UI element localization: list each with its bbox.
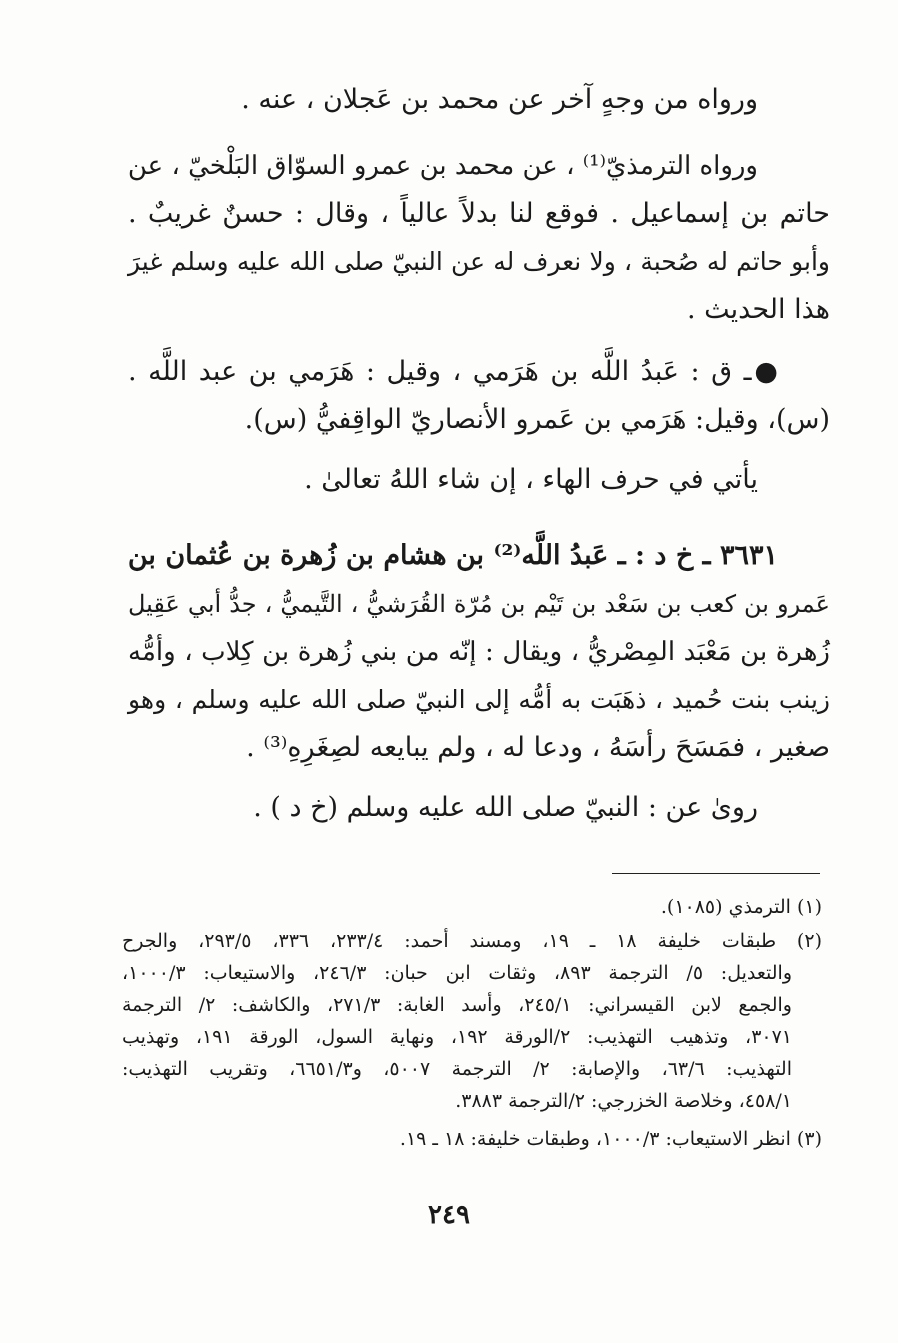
body-line: (س)، وقيل: هَرَمي بن عَمرو الأنصاريّ الواقِفيُّ (س). <box>244 404 830 435</box>
body-line: روىٰ عن : النبيّ صلى الله عليه وسلم (خ د ) . <box>253 792 758 823</box>
footnote-2-cont: ٤٥٨/١، وخلاصة الخزرجي: ٢/الترجمة ٣٨٨٣. <box>455 1090 792 1112</box>
footnote-separator <box>612 873 820 874</box>
body-line: زُهرة بن مَعْبَد المِصْريُّ ، ويقال : إنّه من بني زُهرة بن كِلاب ، وأمُّه <box>128 637 830 667</box>
footnote-2: (٢) طبقات خليفة ١٨ ـ ١٩، ومسند أحمد: ٢٣٣/٤، ٣٣٦، ٢٩٣/٥، والجرح <box>122 930 822 952</box>
body-line: هذا الحديث . <box>686 294 830 325</box>
body-line: وأبو حاتم له صُحبة ، ولا نعرف له عن النبيّ صلى الله عليه وسلم غيرَ <box>128 247 830 276</box>
footnote-3: (٣) انظر الاستيعاب: ١٠٠٠/٣، وطبقات خليفة: ١٨ ـ ١٩. <box>399 1128 822 1150</box>
body-line: يأتي في حرف الهاء ، إن شاء اللهُ تعالىٰ . <box>304 464 758 495</box>
page-number: ٢٤٩ <box>428 1200 470 1230</box>
body-line: عَمرو بن كعب بن سَعْد بن تَيْم بن مُرّة القُرَشيُّ ، التَّيميُّ ، جدُّ أبي عَقِيل <box>128 590 831 618</box>
footnote-2-cont: التهذيب: ٦٣/٦، والإصابة: ٢/ الترجمة ٥٠٠٧، و٦٦٥١/٣، وتقريب التهذيب: <box>122 1058 792 1080</box>
footnote-2-cont: والتعديل: ٥/ الترجمة ٨٩٣، وثقات ابن حبان: ٢٤٦/٣، والاستيعاب: ١٠٠٠/٣، <box>122 962 792 984</box>
body-line: صغير ، فمَسَحَ رأسَهُ ، ودعا له ، ولم يبايعه لصِغَرِهِ⁽³⁾ . <box>246 732 830 763</box>
body-line: حاتم بن إسماعيل . فوقع لنا بدلاً عالياً ، وقال : حسنٌ غريبٌ . <box>128 198 830 229</box>
body-line: زينب بنت حُميد ، ذهَبَت به أمُّه إلى النبيّ صلى الله عليه وسلم ، وهو <box>128 685 830 714</box>
footnote-2-cont: والجمع لابن القيسراني: ٢٤٥/١، وأسد الغابة: ٢٧١/٣، والكاشف: ٢/ الترجمة <box>122 994 792 1016</box>
footnote-2-cont: ٣٠٧١، وتذهيب التهذيب: ٢/الورقة ١٩٢، ونهاية السول، الورقة ١٩١، وتهذيب <box>122 1026 793 1048</box>
body-line: ورواه الترمذيّ⁽¹⁾ ، عن محمد بن عمرو السوّاق البَلْخيّ ، عن <box>127 151 758 181</box>
entry-heading: ٣٦٣١ ـ خ د : ـ عَبدُ اللَّه⁽²⁾ بن هشام بن زُهرة بن عُثمان بن <box>127 540 778 571</box>
footnote-1: (١) الترمذي (١٠٨٥). <box>660 896 822 918</box>
body-line: ورواه من وجهٍ آخر عن محمد بن عَجلان ، عنه . <box>241 84 758 115</box>
cross-reference-entry: ●ـ ق : عَبدُ اللَّه بن هَرَمي ، وقيل : هَرَمي بن عبد اللَّه . <box>128 356 778 387</box>
